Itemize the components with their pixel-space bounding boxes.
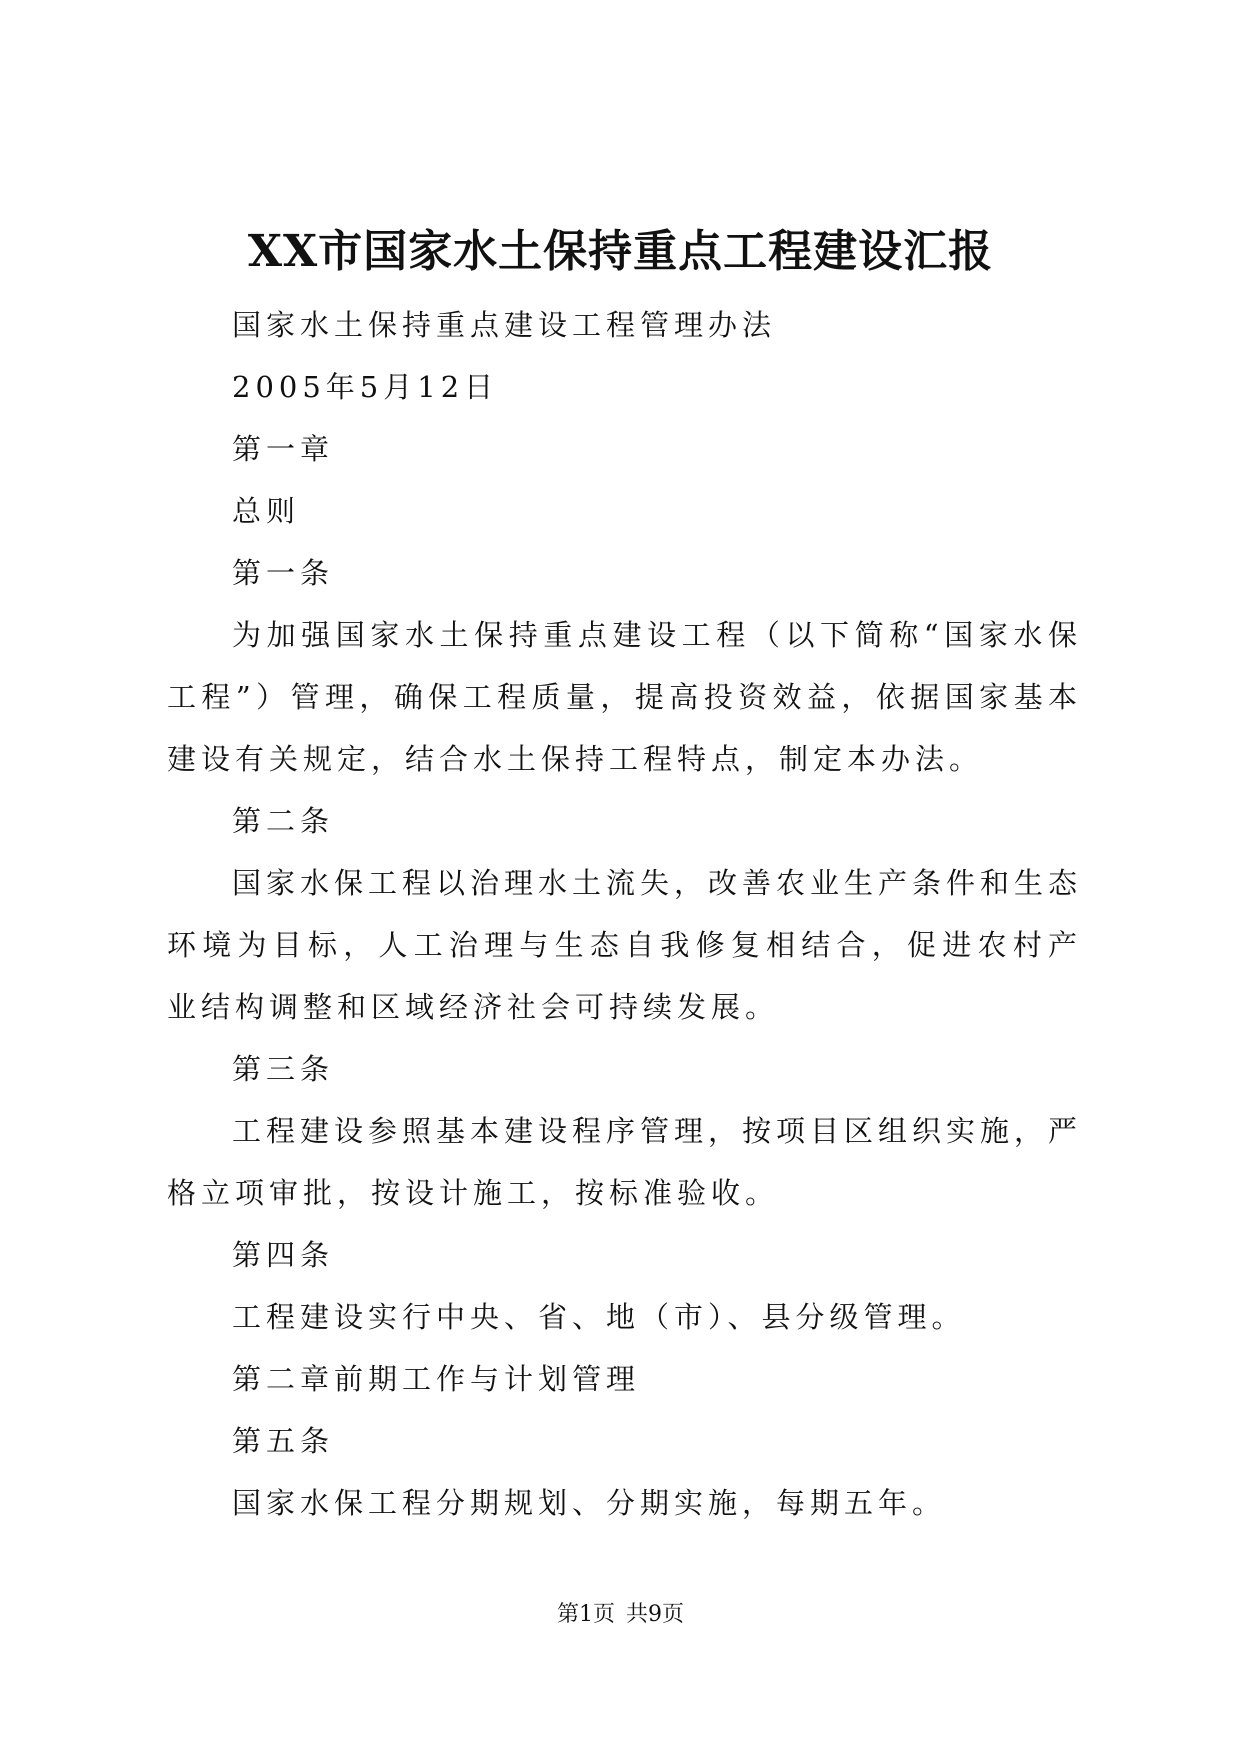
paragraph: 国家水保工程分期规划、分期实施，每期五年。 [232,1486,947,1520]
paragraph: 工程建设参照基本建设程序管理，按项目区组织实施，严格立项审批，按设计施工，按标准验收。 [167,1114,1083,1210]
paragraph: 第三条 [232,1052,335,1086]
paragraph: 第一条 [232,556,335,590]
paragraph: 第二章前期工作与计划管理 [232,1362,641,1396]
paragraph: 国家水土保持重点建设工程管理办法 [232,308,777,342]
document-body [167,294,1082,1534]
paragraph: 国家水保工程以治理水土流失，改善农业生产条件和生态环境为目标，人工治理与生态自我修复相结合，促进农村产业结构调整和区域经济社会可持续发展。 [167,866,1083,1024]
page-footer [0,1600,1241,1630]
paragraph: 第五条 [232,1424,335,1458]
page-number: 第1页 [557,1602,615,1627]
paragraph: 第四条 [232,1238,335,1272]
page-total: 共9页 [626,1602,684,1627]
document-title: XX市国家水土保持重点工程建设汇报 [247,226,994,277]
paragraph: 为加强国家水土保持重点建设工程（以下简称“国家水保工程”）管理，确保工程质量，提高投资效益，依据国家基本建设有关规定，结合水土保持工程特点，制定本办法。 [167,618,1082,776]
paragraph: 2005年5月12日 [232,370,499,404]
paragraph: 第一章 [232,432,335,466]
paragraph: 总则 [232,494,301,528]
paragraph: 第二条 [232,804,335,838]
paragraph: 工程建设实行中央、省、地（市）、县分级管理。 [232,1300,966,1334]
